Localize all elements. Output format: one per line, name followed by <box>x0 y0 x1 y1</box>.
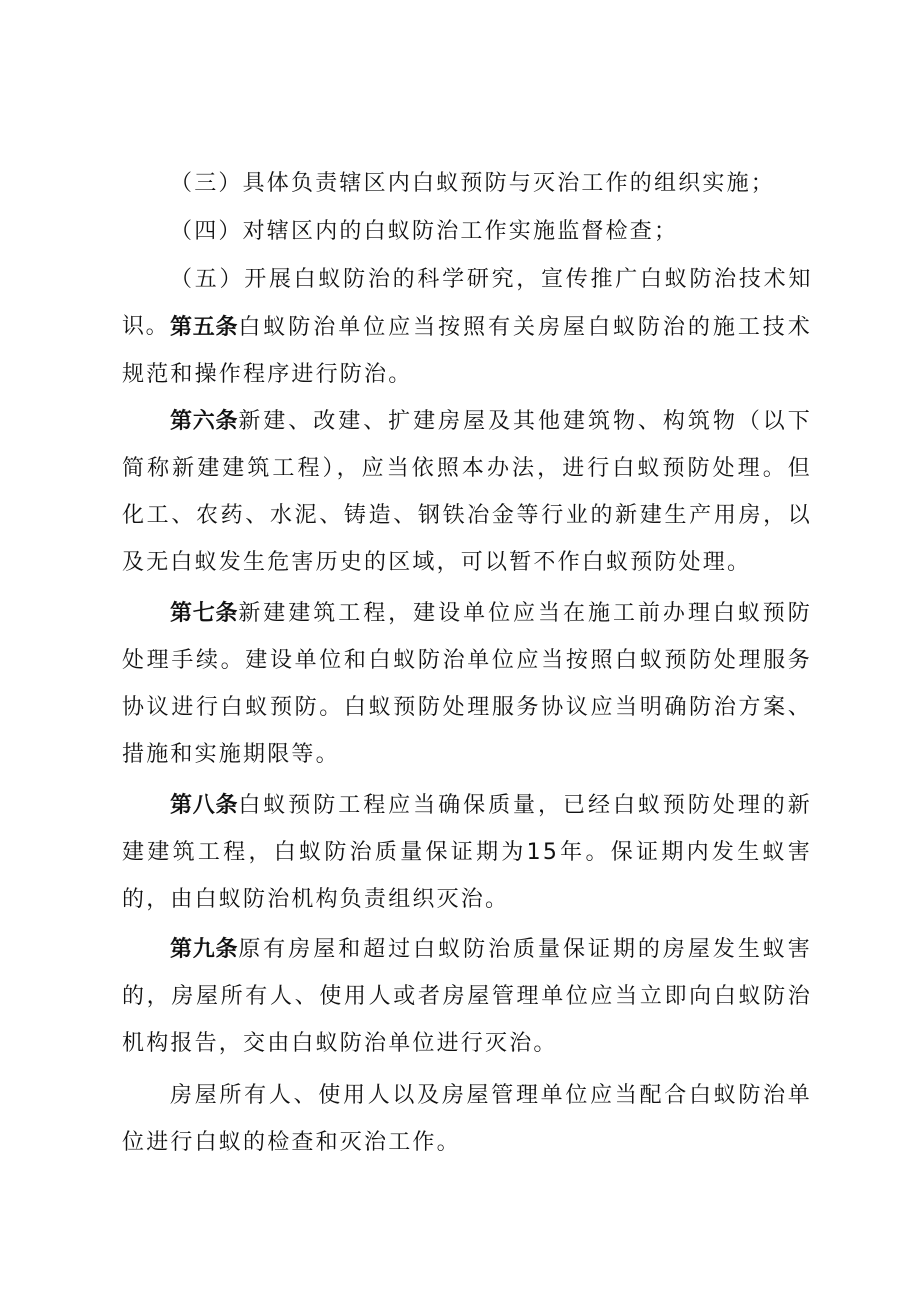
article-number: 第六条 <box>170 409 239 434</box>
paragraph-item-4 <box>122 208 812 255</box>
article-number: 第九条 <box>170 937 239 962</box>
paragraph-text: （三）具体负责辖区内白蚁预防与灭治工作的组织实施； <box>170 171 776 196</box>
paragraph-text: （五）开展白蚁防治的科学研究，宣传推广白蚁防治技术知识。 <box>122 267 812 339</box>
article-5 <box>122 304 812 398</box>
article-text: 新建、改建、扩建房屋及其他建筑物、构筑物（以下简称新建建筑工程），应当依照本办法，进行白蚁预防处理。但化工、农药、水泥、铸造、钢铁冶金等行业的新建生产用房，以及无白蚁发生危害历史的区域，可以暂不作白蚁预防处理。 <box>122 409 812 575</box>
article-text: 新建建筑工程，建设单位应当在施工前办理白蚁预防处理手续。建设单位和白蚁防治单位应当按照白蚁预防处理服务协议进行白蚁预防。白蚁预防处理服务协议应当明确防治方案、措施和实施期限等。 <box>122 601 812 767</box>
article-6 <box>122 398 812 586</box>
paragraph-item-3 <box>122 160 812 207</box>
paragraph-article-9-continued <box>122 1072 812 1166</box>
article-number: 第五条 <box>170 315 239 340</box>
article-text: 原有房屋和超过白蚁防治质量保证期的房屋发生蚁害的，房屋所有人、使用人或者房屋管理单位应当立即向白蚁防治机构报告，交由白蚁防治单位进行灭治。 <box>122 937 812 1056</box>
article-number: 第八条 <box>170 793 239 818</box>
article-8 <box>122 782 812 923</box>
paragraph-text: （四）对辖区内的白蚁防治工作实施监督检查； <box>170 219 679 244</box>
article-9 <box>122 926 812 1067</box>
article-text: 白蚁防治单位应当按照有关房屋白蚁防治的施工技术规范和操作程序进行防治。 <box>122 315 812 387</box>
article-text: 白蚁预防工程应当确保质量，已经白蚁预防处理的新建建筑工程，白蚁防治质量保证期为15年。保证期内发生蚁害的，由白蚁防治机构负责组织灭治。 <box>122 793 812 912</box>
article-number: 第七条 <box>170 601 239 626</box>
paragraph-text: 房屋所有人、使用人以及房屋管理单位应当配合白蚁防治单位进行白蚁的检查和灭治工作。 <box>122 1083 812 1155</box>
article-7 <box>122 590 812 778</box>
